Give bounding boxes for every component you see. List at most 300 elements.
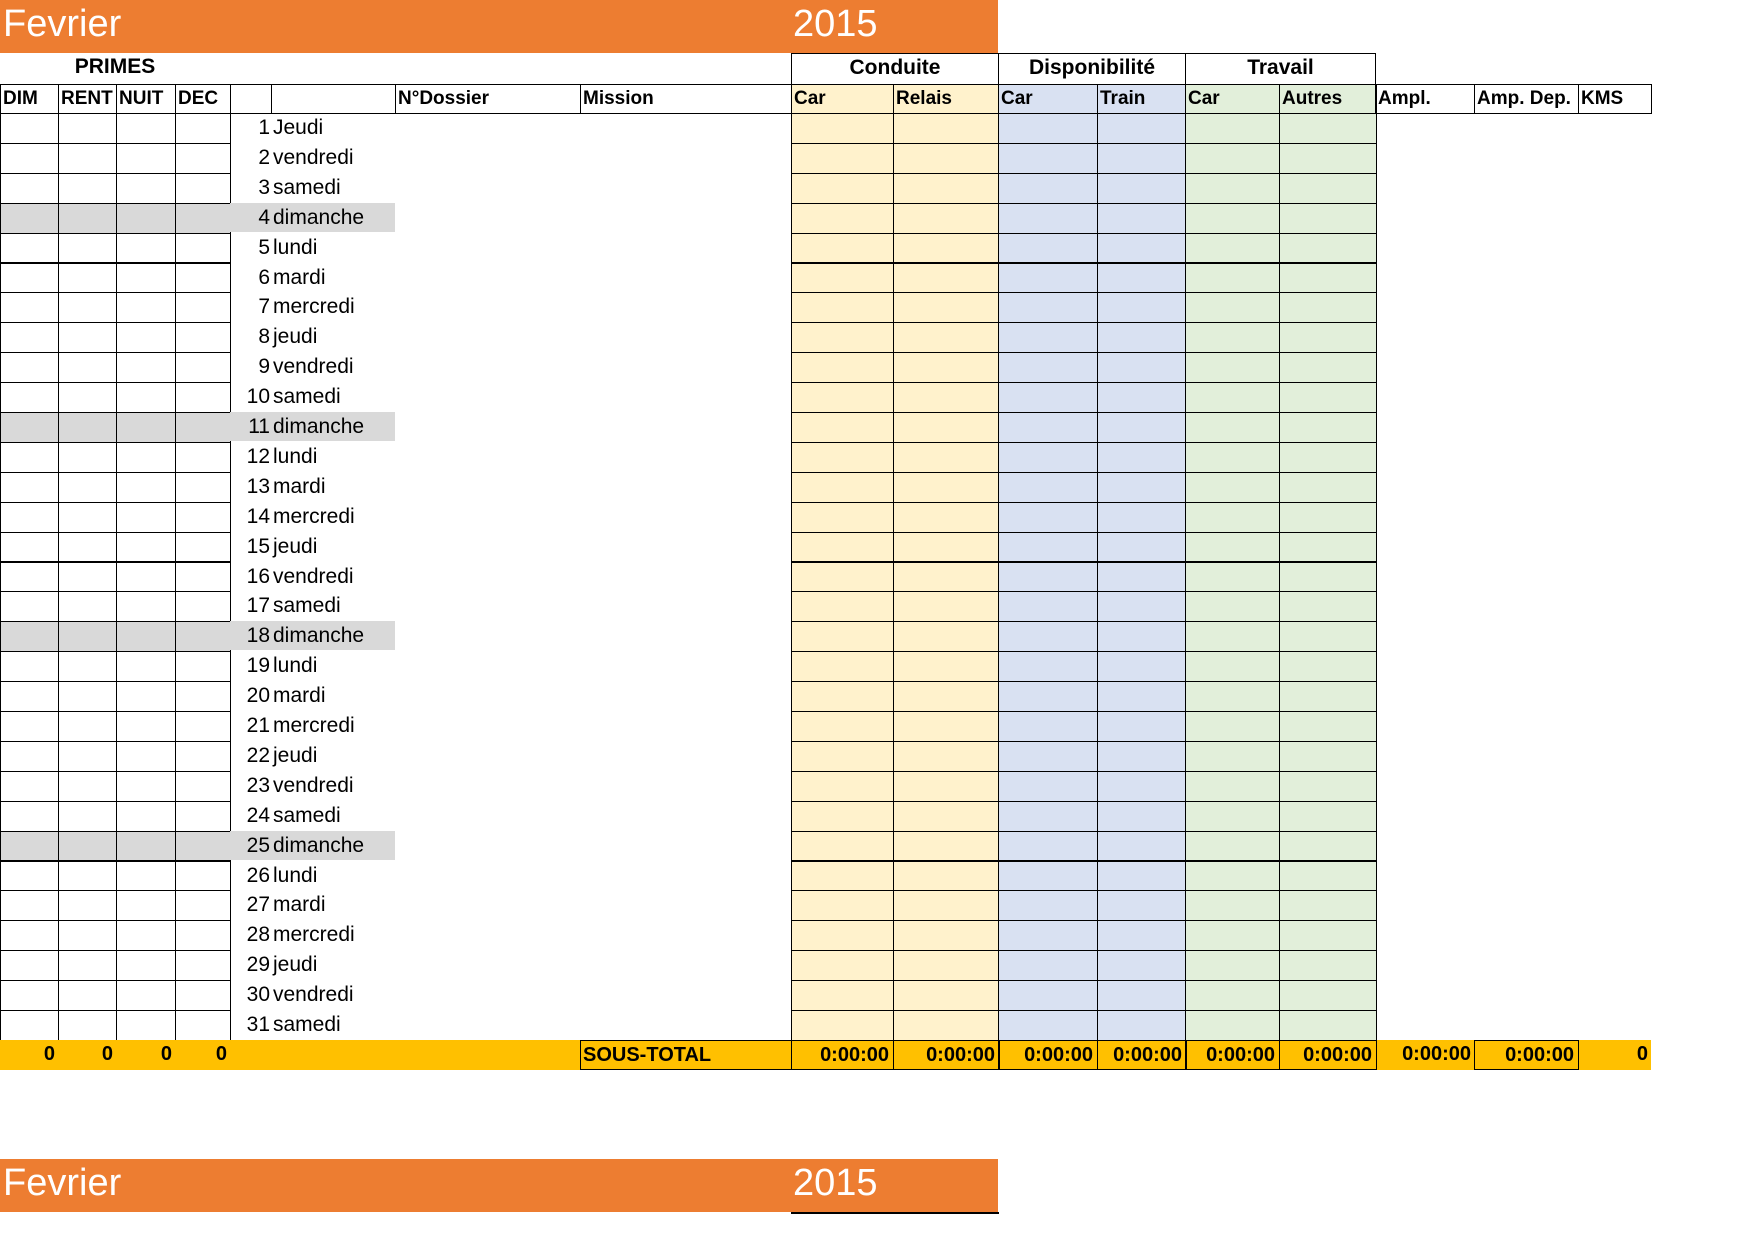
cell-cond-car[interactable] <box>791 681 894 712</box>
cell-disp-train[interactable] <box>1097 741 1187 772</box>
cell-dec[interactable] <box>175 920 231 951</box>
cell-cond-relais[interactable] <box>893 233 1000 264</box>
cell-cond-car[interactable] <box>791 173 894 204</box>
cell-disp-car[interactable] <box>998 801 1098 832</box>
cell-nuit[interactable] <box>116 173 176 204</box>
cell-disp-train[interactable] <box>1097 621 1187 652</box>
cell-disp-car[interactable] <box>998 741 1098 772</box>
cell-nuit[interactable] <box>116 890 176 921</box>
cell-dim[interactable] <box>0 711 59 742</box>
cell-disp-car[interactable] <box>998 382 1098 413</box>
cell-dec[interactable] <box>175 502 231 533</box>
cell-dec[interactable] <box>175 382 231 413</box>
cell-dim[interactable] <box>0 263 59 294</box>
cell-disp-train[interactable] <box>1097 412 1187 443</box>
cell-nuit[interactable] <box>116 113 176 144</box>
cell-trav-car[interactable] <box>1185 890 1280 921</box>
cell-disp-train[interactable] <box>1097 801 1187 832</box>
cell-trav-autres[interactable] <box>1279 771 1377 802</box>
cell-rent[interactable] <box>58 771 117 802</box>
cell-cond-car[interactable] <box>791 1010 894 1041</box>
cell-nuit[interactable] <box>116 711 176 742</box>
cell-cond-car[interactable] <box>791 203 894 234</box>
cell-rent[interactable] <box>58 980 117 1011</box>
cell-disp-car[interactable] <box>998 920 1098 951</box>
cell-rent[interactable] <box>58 292 117 323</box>
cell-rent[interactable] <box>58 591 117 622</box>
cell-nuit[interactable] <box>116 1010 176 1041</box>
cell-nuit[interactable] <box>116 831 176 862</box>
cell-dim[interactable] <box>0 771 59 802</box>
cell-nuit[interactable] <box>116 472 176 503</box>
cell-dec[interactable] <box>175 352 231 383</box>
cell-disp-train[interactable] <box>1097 292 1187 323</box>
cell-trav-car[interactable] <box>1185 950 1280 981</box>
cell-disp-car[interactable] <box>998 651 1098 682</box>
cell-disp-car[interactable] <box>998 861 1098 892</box>
cell-cond-relais[interactable] <box>893 980 1000 1011</box>
cell-trav-car[interactable] <box>1185 980 1280 1011</box>
cell-trav-car[interactable] <box>1185 322 1280 353</box>
cell-cond-relais[interactable] <box>893 532 1000 563</box>
cell-cond-car[interactable] <box>791 562 894 593</box>
cell-trav-car[interactable] <box>1185 263 1280 294</box>
cell-cond-car[interactable] <box>791 920 894 951</box>
cell-dim[interactable] <box>0 1010 59 1041</box>
cell-disp-train[interactable] <box>1097 591 1187 622</box>
cell-dec[interactable] <box>175 890 231 921</box>
cell-trav-car[interactable] <box>1185 801 1280 832</box>
cell-trav-autres[interactable] <box>1279 203 1377 234</box>
cell-rent[interactable] <box>58 950 117 981</box>
cell-cond-car[interactable] <box>791 801 894 832</box>
cell-cond-car[interactable] <box>791 621 894 652</box>
cell-disp-car[interactable] <box>998 591 1098 622</box>
cell-trav-car[interactable] <box>1185 233 1280 264</box>
cell-disp-train[interactable] <box>1097 113 1187 144</box>
cell-cond-relais[interactable] <box>893 352 1000 383</box>
cell-dec[interactable] <box>175 621 231 652</box>
cell-trav-car[interactable] <box>1185 920 1280 951</box>
cell-rent[interactable] <box>58 113 117 144</box>
cell-dec[interactable] <box>175 143 231 174</box>
cell-dim[interactable] <box>0 382 59 413</box>
cell-trav-car[interactable] <box>1185 861 1280 892</box>
cell-cond-relais[interactable] <box>893 801 1000 832</box>
cell-disp-train[interactable] <box>1097 771 1187 802</box>
cell-cond-car[interactable] <box>791 950 894 981</box>
cell-rent[interactable] <box>58 173 117 204</box>
cell-trav-autres[interactable] <box>1279 980 1377 1011</box>
cell-dim[interactable] <box>0 831 59 862</box>
cell-trav-autres[interactable] <box>1279 382 1377 413</box>
cell-rent[interactable] <box>58 442 117 473</box>
cell-cond-relais[interactable] <box>893 263 1000 294</box>
cell-cond-car[interactable] <box>791 352 894 383</box>
cell-disp-train[interactable] <box>1097 920 1187 951</box>
cell-disp-car[interactable] <box>998 831 1098 862</box>
cell-dec[interactable] <box>175 173 231 204</box>
cell-cond-relais[interactable] <box>893 651 1000 682</box>
cell-dim[interactable] <box>0 920 59 951</box>
cell-dec[interactable] <box>175 980 231 1011</box>
cell-trav-autres[interactable] <box>1279 1010 1377 1041</box>
cell-rent[interactable] <box>58 621 117 652</box>
cell-trav-car[interactable] <box>1185 143 1280 174</box>
cell-cond-relais[interactable] <box>893 1010 1000 1041</box>
cell-trav-car[interactable] <box>1185 382 1280 413</box>
cell-disp-train[interactable] <box>1097 1010 1187 1041</box>
cell-dim[interactable] <box>0 741 59 772</box>
cell-trav-autres[interactable] <box>1279 890 1377 921</box>
cell-trav-autres[interactable] <box>1279 621 1377 652</box>
cell-nuit[interactable] <box>116 621 176 652</box>
cell-nuit[interactable] <box>116 741 176 772</box>
cell-nuit[interactable] <box>116 771 176 802</box>
cell-disp-train[interactable] <box>1097 711 1187 742</box>
cell-rent[interactable] <box>58 143 117 174</box>
cell-trav-car[interactable] <box>1185 711 1280 742</box>
cell-cond-relais[interactable] <box>893 711 1000 742</box>
cell-cond-relais[interactable] <box>893 950 1000 981</box>
cell-nuit[interactable] <box>116 263 176 294</box>
cell-disp-car[interactable] <box>998 203 1098 234</box>
cell-disp-train[interactable] <box>1097 173 1187 204</box>
cell-nuit[interactable] <box>116 532 176 563</box>
cell-dec[interactable] <box>175 472 231 503</box>
cell-disp-car[interactable] <box>998 143 1098 174</box>
cell-cond-relais[interactable] <box>893 173 1000 204</box>
cell-trav-autres[interactable] <box>1279 532 1377 563</box>
cell-dim[interactable] <box>0 801 59 832</box>
cell-cond-car[interactable] <box>791 412 894 443</box>
cell-nuit[interactable] <box>116 920 176 951</box>
cell-trav-autres[interactable] <box>1279 591 1377 622</box>
cell-cond-car[interactable] <box>791 113 894 144</box>
cell-cond-relais[interactable] <box>893 442 1000 473</box>
cell-cond-car[interactable] <box>791 322 894 353</box>
cell-trav-car[interactable] <box>1185 681 1280 712</box>
cell-disp-car[interactable] <box>998 681 1098 712</box>
cell-disp-car[interactable] <box>998 980 1098 1011</box>
cell-trav-car[interactable] <box>1185 203 1280 234</box>
cell-nuit[interactable] <box>116 502 176 533</box>
cell-dec[interactable] <box>175 263 231 294</box>
cell-cond-car[interactable] <box>791 502 894 533</box>
cell-cond-relais[interactable] <box>893 591 1000 622</box>
cell-rent[interactable] <box>58 741 117 772</box>
cell-rent[interactable] <box>58 801 117 832</box>
cell-disp-car[interactable] <box>998 173 1098 204</box>
cell-trav-autres[interactable] <box>1279 711 1377 742</box>
cell-trav-autres[interactable] <box>1279 143 1377 174</box>
cell-cond-car[interactable] <box>791 711 894 742</box>
cell-dec[interactable] <box>175 203 231 234</box>
cell-cond-car[interactable] <box>791 861 894 892</box>
cell-disp-car[interactable] <box>998 113 1098 144</box>
cell-disp-train[interactable] <box>1097 203 1187 234</box>
cell-nuit[interactable] <box>116 292 176 323</box>
cell-rent[interactable] <box>58 890 117 921</box>
cell-nuit[interactable] <box>116 562 176 593</box>
cell-dec[interactable] <box>175 591 231 622</box>
cell-cond-relais[interactable] <box>893 920 1000 951</box>
cell-cond-car[interactable] <box>791 292 894 323</box>
cell-disp-car[interactable] <box>998 292 1098 323</box>
cell-trav-autres[interactable] <box>1279 562 1377 593</box>
cell-nuit[interactable] <box>116 143 176 174</box>
cell-cond-car[interactable] <box>791 233 894 264</box>
cell-cond-relais[interactable] <box>893 831 1000 862</box>
cell-trav-autres[interactable] <box>1279 292 1377 323</box>
cell-disp-train[interactable] <box>1097 681 1187 712</box>
cell-disp-train[interactable] <box>1097 382 1187 413</box>
cell-nuit[interactable] <box>116 980 176 1011</box>
cell-dim[interactable] <box>0 861 59 892</box>
cell-dim[interactable] <box>0 233 59 264</box>
cell-trav-car[interactable] <box>1185 771 1280 802</box>
cell-disp-train[interactable] <box>1097 980 1187 1011</box>
cell-disp-train[interactable] <box>1097 861 1187 892</box>
cell-dim[interactable] <box>0 980 59 1011</box>
cell-dec[interactable] <box>175 412 231 443</box>
cell-disp-car[interactable] <box>998 950 1098 981</box>
cell-nuit[interactable] <box>116 950 176 981</box>
cell-dec[interactable] <box>175 711 231 742</box>
cell-dim[interactable] <box>0 472 59 503</box>
cell-trav-car[interactable] <box>1185 292 1280 323</box>
cell-dim[interactable] <box>0 352 59 383</box>
cell-cond-car[interactable] <box>791 472 894 503</box>
cell-disp-car[interactable] <box>998 502 1098 533</box>
cell-dec[interactable] <box>175 950 231 981</box>
cell-rent[interactable] <box>58 233 117 264</box>
cell-cond-relais[interactable] <box>893 741 1000 772</box>
cell-rent[interactable] <box>58 382 117 413</box>
cell-trav-car[interactable] <box>1185 831 1280 862</box>
cell-disp-train[interactable] <box>1097 890 1187 921</box>
cell-cond-relais[interactable] <box>893 890 1000 921</box>
cell-trav-autres[interactable] <box>1279 113 1377 144</box>
cell-rent[interactable] <box>58 920 117 951</box>
cell-dec[interactable] <box>175 233 231 264</box>
cell-rent[interactable] <box>58 412 117 443</box>
cell-nuit[interactable] <box>116 233 176 264</box>
cell-trav-autres[interactable] <box>1279 173 1377 204</box>
cell-rent[interactable] <box>58 322 117 353</box>
cell-disp-car[interactable] <box>998 412 1098 443</box>
cell-cond-car[interactable] <box>791 831 894 862</box>
cell-rent[interactable] <box>58 681 117 712</box>
cell-cond-car[interactable] <box>791 651 894 682</box>
cell-dim[interactable] <box>0 532 59 563</box>
cell-cond-relais[interactable] <box>893 412 1000 443</box>
cell-cond-car[interactable] <box>791 980 894 1011</box>
cell-dim[interactable] <box>0 621 59 652</box>
cell-dim[interactable] <box>0 681 59 712</box>
cell-trav-car[interactable] <box>1185 113 1280 144</box>
cell-cond-relais[interactable] <box>893 562 1000 593</box>
cell-disp-car[interactable] <box>998 532 1098 563</box>
cell-dim[interactable] <box>0 591 59 622</box>
cell-trav-car[interactable] <box>1185 352 1280 383</box>
cell-disp-train[interactable] <box>1097 442 1187 473</box>
cell-dim[interactable] <box>0 442 59 473</box>
cell-cond-car[interactable] <box>791 591 894 622</box>
cell-dec[interactable] <box>175 681 231 712</box>
cell-trav-car[interactable] <box>1185 1010 1280 1041</box>
cell-rent[interactable] <box>58 831 117 862</box>
cell-trav-car[interactable] <box>1185 532 1280 563</box>
cell-trav-autres[interactable] <box>1279 352 1377 383</box>
cell-disp-train[interactable] <box>1097 263 1187 294</box>
cell-trav-autres[interactable] <box>1279 233 1377 264</box>
cell-disp-car[interactable] <box>998 263 1098 294</box>
cell-dec[interactable] <box>175 562 231 593</box>
cell-trav-autres[interactable] <box>1279 950 1377 981</box>
cell-trav-autres[interactable] <box>1279 502 1377 533</box>
cell-dec[interactable] <box>175 741 231 772</box>
cell-dim[interactable] <box>0 651 59 682</box>
cell-nuit[interactable] <box>116 352 176 383</box>
cell-cond-relais[interactable] <box>893 502 1000 533</box>
cell-trav-car[interactable] <box>1185 651 1280 682</box>
cell-rent[interactable] <box>58 861 117 892</box>
cell-dec[interactable] <box>175 322 231 353</box>
cell-disp-car[interactable] <box>998 233 1098 264</box>
cell-trav-car[interactable] <box>1185 591 1280 622</box>
cell-rent[interactable] <box>58 651 117 682</box>
cell-nuit[interactable] <box>116 591 176 622</box>
cell-disp-train[interactable] <box>1097 831 1187 862</box>
cell-trav-car[interactable] <box>1185 173 1280 204</box>
cell-dim[interactable] <box>0 143 59 174</box>
cell-dim[interactable] <box>0 502 59 533</box>
cell-disp-train[interactable] <box>1097 651 1187 682</box>
cell-trav-autres[interactable] <box>1279 801 1377 832</box>
cell-dec[interactable] <box>175 1010 231 1041</box>
cell-trav-autres[interactable] <box>1279 263 1377 294</box>
cell-disp-car[interactable] <box>998 352 1098 383</box>
cell-disp-car[interactable] <box>998 472 1098 503</box>
cell-cond-relais[interactable] <box>893 771 1000 802</box>
cell-dim[interactable] <box>0 113 59 144</box>
cell-nuit[interactable] <box>116 322 176 353</box>
cell-trav-autres[interactable] <box>1279 442 1377 473</box>
cell-disp-car[interactable] <box>998 562 1098 593</box>
cell-dim[interactable] <box>0 322 59 353</box>
cell-cond-relais[interactable] <box>893 621 1000 652</box>
cell-trav-autres[interactable] <box>1279 322 1377 353</box>
cell-trav-car[interactable] <box>1185 442 1280 473</box>
cell-nuit[interactable] <box>116 203 176 234</box>
cell-trav-car[interactable] <box>1185 472 1280 503</box>
cell-trav-autres[interactable] <box>1279 741 1377 772</box>
cell-rent[interactable] <box>58 203 117 234</box>
cell-trav-autres[interactable] <box>1279 412 1377 443</box>
cell-disp-train[interactable] <box>1097 143 1187 174</box>
cell-nuit[interactable] <box>116 861 176 892</box>
cell-dec[interactable] <box>175 292 231 323</box>
cell-dec[interactable] <box>175 651 231 682</box>
cell-nuit[interactable] <box>116 382 176 413</box>
cell-disp-car[interactable] <box>998 771 1098 802</box>
cell-trav-autres[interactable] <box>1279 831 1377 862</box>
cell-disp-train[interactable] <box>1097 502 1187 533</box>
cell-dim[interactable] <box>0 292 59 323</box>
cell-dim[interactable] <box>0 203 59 234</box>
cell-cond-relais[interactable] <box>893 113 1000 144</box>
cell-nuit[interactable] <box>116 442 176 473</box>
cell-cond-relais[interactable] <box>893 472 1000 503</box>
cell-cond-relais[interactable] <box>893 292 1000 323</box>
cell-disp-car[interactable] <box>998 890 1098 921</box>
cell-cond-car[interactable] <box>791 442 894 473</box>
cell-disp-train[interactable] <box>1097 352 1187 383</box>
cell-trav-autres[interactable] <box>1279 681 1377 712</box>
cell-disp-car[interactable] <box>998 621 1098 652</box>
cell-dim[interactable] <box>0 173 59 204</box>
cell-rent[interactable] <box>58 263 117 294</box>
cell-disp-train[interactable] <box>1097 472 1187 503</box>
cell-trav-autres[interactable] <box>1279 861 1377 892</box>
cell-disp-car[interactable] <box>998 442 1098 473</box>
cell-cond-car[interactable] <box>791 263 894 294</box>
cell-rent[interactable] <box>58 711 117 742</box>
cell-cond-relais[interactable] <box>893 322 1000 353</box>
cell-cond-car[interactable] <box>791 741 894 772</box>
cell-disp-train[interactable] <box>1097 950 1187 981</box>
cell-dim[interactable] <box>0 562 59 593</box>
cell-rent[interactable] <box>58 1010 117 1041</box>
cell-dec[interactable] <box>175 113 231 144</box>
cell-dec[interactable] <box>175 532 231 563</box>
cell-disp-car[interactable] <box>998 711 1098 742</box>
cell-trav-car[interactable] <box>1185 562 1280 593</box>
cell-dec[interactable] <box>175 861 231 892</box>
cell-trav-car[interactable] <box>1185 741 1280 772</box>
cell-trav-autres[interactable] <box>1279 472 1377 503</box>
cell-disp-train[interactable] <box>1097 233 1187 264</box>
cell-dec[interactable] <box>175 442 231 473</box>
cell-dec[interactable] <box>175 801 231 832</box>
cell-dim[interactable] <box>0 890 59 921</box>
cell-dim[interactable] <box>0 412 59 443</box>
cell-disp-train[interactable] <box>1097 532 1187 563</box>
cell-cond-car[interactable] <box>791 771 894 802</box>
cell-cond-car[interactable] <box>791 532 894 563</box>
cell-dec[interactable] <box>175 831 231 862</box>
cell-cond-relais[interactable] <box>893 382 1000 413</box>
cell-nuit[interactable] <box>116 412 176 443</box>
cell-cond-relais[interactable] <box>893 861 1000 892</box>
cell-trav-car[interactable] <box>1185 621 1280 652</box>
cell-rent[interactable] <box>58 562 117 593</box>
cell-rent[interactable] <box>58 472 117 503</box>
cell-disp-train[interactable] <box>1097 322 1187 353</box>
cell-nuit[interactable] <box>116 651 176 682</box>
cell-trav-autres[interactable] <box>1279 920 1377 951</box>
cell-cond-car[interactable] <box>791 890 894 921</box>
cell-trav-car[interactable] <box>1185 412 1280 443</box>
cell-cond-relais[interactable] <box>893 681 1000 712</box>
cell-rent[interactable] <box>58 532 117 563</box>
cell-disp-car[interactable] <box>998 322 1098 353</box>
cell-rent[interactable] <box>58 502 117 533</box>
cell-nuit[interactable] <box>116 801 176 832</box>
cell-cond-relais[interactable] <box>893 143 1000 174</box>
cell-trav-car[interactable] <box>1185 502 1280 533</box>
